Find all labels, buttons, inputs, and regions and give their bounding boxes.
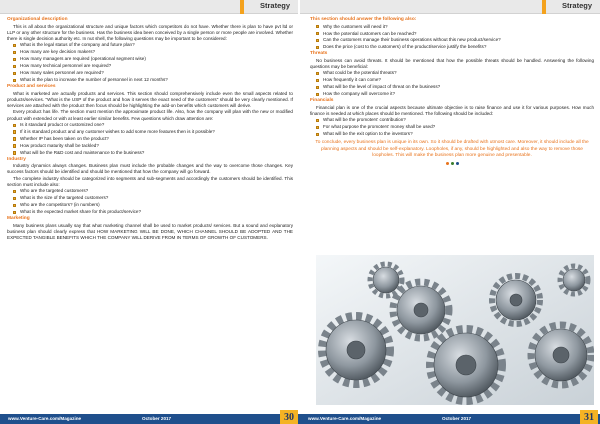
bullet-icon <box>13 197 16 200</box>
list-item: How frequently it can come? <box>316 77 594 84</box>
threats-paragraph: No business can avoid threats. It should be mentioned that how the possible threats should be handled. Answering the following questions may be beneficial: <box>310 57 594 70</box>
list-item: What will be the exit option to the investors? <box>316 131 594 138</box>
products-paragraph-2: Every product has life. The section must mention the approximate product life. Also, how the company will plan with the new or modified product with extended or with at least earlier similar benefits. Few questions which draw attention are: <box>7 109 293 121</box>
right-column <box>310 17 594 167</box>
bullet-icon <box>13 151 16 154</box>
industry-paragraph-2: The complete industry should be categorized into segments and sub-segments and accordingly the customers should be identified. This section must include also: <box>7 175 293 188</box>
page-number: 31 <box>580 410 598 424</box>
org-heading: Organizational description <box>7 17 68 22</box>
products-list <box>7 122 293 157</box>
list-item: What is the legal status of the company and future plan? <box>13 42 293 49</box>
page-number: 30 <box>280 410 298 424</box>
footer-url[interactable]: www.Venture-Care.com/Magazine <box>8 416 82 421</box>
section-label: Strategy <box>259 1 290 10</box>
list-item: What is the expected market share for this product/service? <box>13 209 293 216</box>
bullet-icon <box>13 190 16 193</box>
marketing-paragraph: Many business plans usually say that what marketing channel shall be used to market products/ services. But a sound and explanatory business plan should clearly express that HOW MARKETING WILL BE DONE, WHICH CHANNEL SHOULD BE ADOPTED AND THE EXPECTED TANGIBLE BENEFITS WHICH THE COMPANY WILL DERIVE FROM IN TERMS OF GROWTH OF CUSTOMERS. <box>7 222 293 241</box>
products-heading: Product and services <box>7 83 56 89</box>
list-item: How many sales personnel are required? <box>13 70 293 77</box>
right-page <box>300 0 600 424</box>
financials-list <box>310 117 594 138</box>
footer-bar <box>0 414 300 424</box>
industry-list <box>7 188 293 216</box>
bullet-icon <box>316 133 319 136</box>
bullet-icon <box>13 204 16 207</box>
list-item: How many are key decision makers? <box>13 49 293 56</box>
footer-bar <box>300 414 600 424</box>
industry-heading: Industry <box>7 156 26 162</box>
bullet-icon <box>13 65 16 68</box>
header-accent <box>240 0 244 14</box>
gears-image <box>316 255 594 405</box>
list-item: How the company will overcome it? <box>316 91 594 98</box>
list-item: Why the customers will need it? <box>316 24 594 31</box>
marketing-heading: Marketing <box>7 215 30 221</box>
bullet-icon <box>316 79 319 82</box>
bullet-icon <box>13 137 16 140</box>
bullet-icon <box>316 86 319 89</box>
dot-icon <box>451 162 454 165</box>
list-item: For what purpose the promoters' money shall be used? <box>316 124 594 131</box>
list-item: How many technical personnel are required? <box>13 63 293 70</box>
dot-icon <box>456 162 459 165</box>
list-item: What will be the R&D cost and maintenance to the business? <box>13 150 293 157</box>
bullet-icon <box>316 25 319 28</box>
financials-heading: Financials <box>310 98 334 104</box>
threats-heading: Threats <box>310 51 328 57</box>
bullet-icon <box>13 44 16 47</box>
list-item: What will be the promoters' contribution? <box>316 117 594 124</box>
bullet-icon <box>13 58 16 61</box>
org-list <box>7 42 293 83</box>
list-item: Is it standard product or customized one? <box>13 122 293 129</box>
bullet-icon <box>316 119 319 122</box>
list-item: How the potential customers can be reached? <box>316 31 594 38</box>
left-column <box>7 17 293 241</box>
bullet-icon <box>13 72 16 75</box>
financials-paragraph: Financial plan is one of the crucial aspects because ultimate objective is to raise finance and use it for various purposes. How much finance is needed at which places should be mentioned. The following should be included: <box>310 104 594 116</box>
list-item: Who are the targeted customers? <box>13 188 293 195</box>
products-paragraph-1: What is marketed are actually products and services. This section should comprehensively include even the small aspects related to products/services. "What is the USP of the product and how it serves the exact need of the customers" should be very clearly mentioned. If services are attached with the product then focus should be highlighting the add-on benefits which customers will derive. <box>7 90 293 109</box>
org-paragraph: This is all about the organizational structure and unique factors which competitors do not have. Whether there is plan to have pvt ltd or LLP or any other structure for the business. Has the business idea been conceived by a single person or more people are involved. Whether there is single decision authority etc. In nut shell, the following questions may be important to be considered: <box>7 23 293 42</box>
list-item: Whether IP has been taken on the product? <box>13 136 293 143</box>
divider-dots <box>310 161 594 167</box>
list-item: What is the plan to increase the number of personnel in next 12 months? <box>13 77 293 84</box>
conclusion-text: To conclude, every business plan is unique in its own. So it should be drafted with utmost care. Moreover, it should include all the planning aspects and should be self-explanatory. Loopholes, if any, should be highlighted and also the way to remove those loopholes. This will make the business plan more genuine and presentable. <box>315 139 589 159</box>
header-bar <box>300 0 600 14</box>
list-item: How many managers are required (operational segment wise) <box>13 56 293 63</box>
bullet-icon <box>316 72 319 75</box>
list-item: What will be the level of impact of threat on the business? <box>316 84 594 91</box>
bullet-icon <box>13 124 16 127</box>
bullet-icon <box>13 211 16 214</box>
footer-date: October 2017 <box>142 416 172 421</box>
list-item: Does the price (cost to the customers) of the product/service justify the benefits? <box>316 44 594 51</box>
gears-illustration <box>316 255 594 405</box>
list-item: How product maturity shall be tackled? <box>13 143 293 150</box>
bullet-icon <box>13 79 16 82</box>
customers-heading: This section should answer the following also: <box>310 17 417 22</box>
threats-list <box>310 70 594 98</box>
footer-url[interactable]: www.Venture-Care.com/Magazine <box>308 416 382 421</box>
bullet-icon <box>316 39 319 42</box>
bullet-icon <box>316 126 319 129</box>
bullet-icon <box>316 32 319 35</box>
industry-paragraph-1: Industry dynamics always changes. Business plan must include the probable changes and the way to overcome those changes. Key success factors should be identified and should be mentioned that how the company will go forward. <box>7 163 293 175</box>
list-item: What is the size of the targeted customers? <box>13 195 293 202</box>
bullet-icon <box>13 51 16 54</box>
section-label: Strategy <box>561 1 592 10</box>
list-item: If it is standard product and any customer wishes to add some more features then is it possible? <box>13 129 293 136</box>
header-bar <box>0 0 298 14</box>
bullet-icon <box>316 93 319 96</box>
bullet-icon <box>316 46 319 49</box>
dot-icon <box>446 162 449 165</box>
list-item: What could be the potential threats? <box>316 70 594 77</box>
list-item: Who are the competitors? (in numbers) <box>13 202 293 209</box>
header-accent <box>542 0 546 14</box>
bullet-icon <box>13 144 16 147</box>
list-item: Can the customers manage their business operations without this new product/service? <box>316 37 594 44</box>
bullet-icon <box>13 130 16 133</box>
footer-date: October 2017 <box>442 416 472 421</box>
customers-list <box>310 24 594 52</box>
